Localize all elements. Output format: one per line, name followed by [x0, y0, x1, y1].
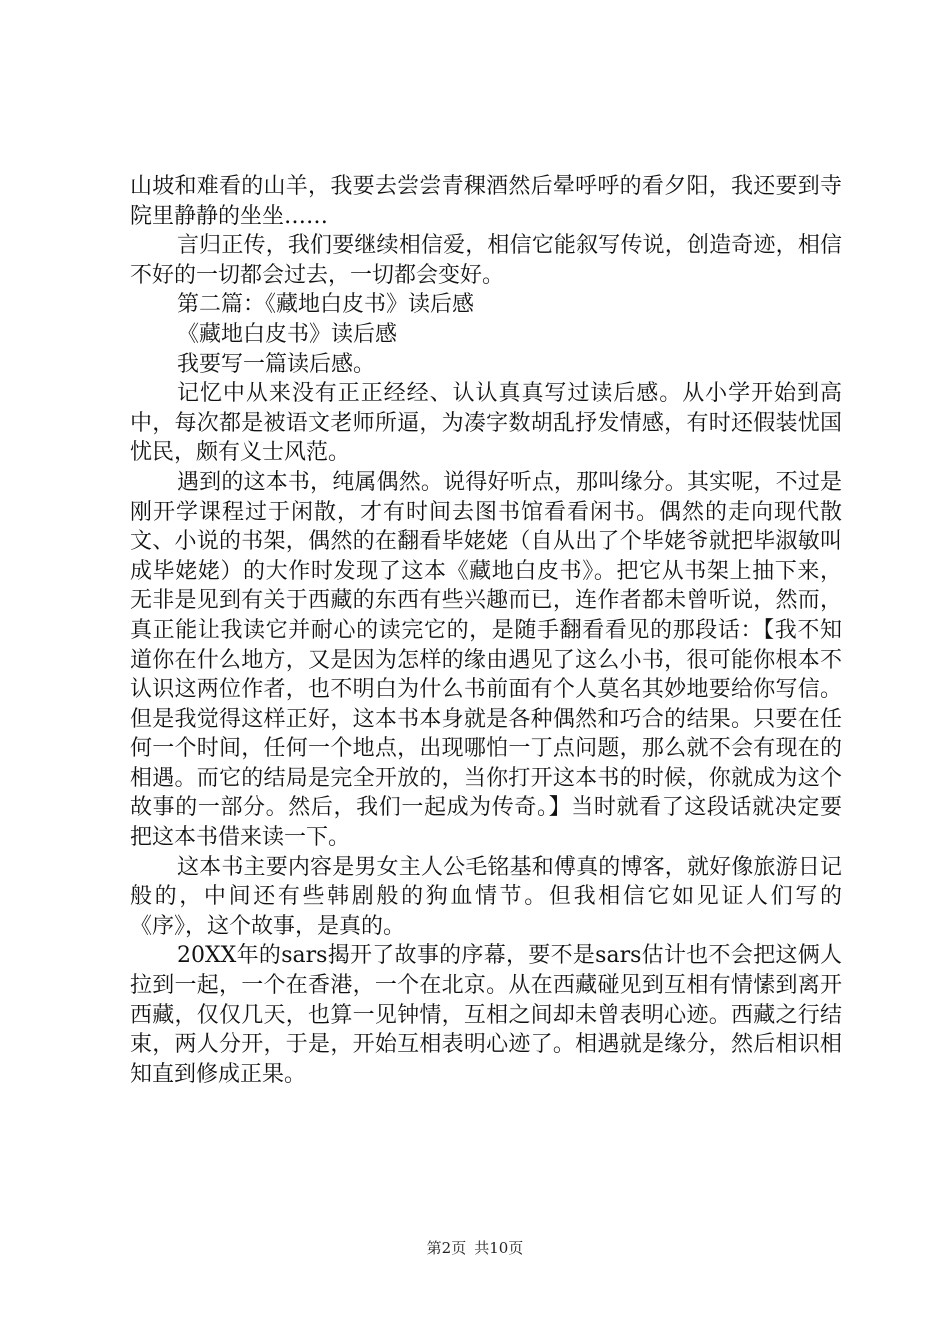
page-footer: [0, 1238, 950, 1258]
paragraph-1: 山坡和难看的山羊，我要去尝尝青稞酒然后晕呼呼的看夕阳，我还要到寺院里静静的坐坐……: [130, 174, 842, 229]
paragraph-8: 这本书主要内容是男女主人公毛铭基和傅真的博客，就好像旅游日记般的，中间还有些韩剧般的狗血情节。但我相信它如见证人们写的《序》，这个故事，是真的。: [130, 854, 842, 939]
document-body: [130, 172, 842, 1089]
paragraph-6: 记忆中从来没有正正经经、认认真真写过读后感。从小学开始到高中，每次都是被语文老师所逼，为凑字数胡乱抒发情感，有时还假装忧国忧民，颇有义士风范。: [130, 381, 842, 466]
paragraph-5: 我要写一篇读后感。: [177, 351, 376, 377]
page-total: 共10页: [474, 1239, 524, 1257]
paragraph-7: 遇到的这本书，纯属偶然。说得好听点，那叫缘分。其实呢，不过是刚开学课程过于闲散，才有时间去图书馆看看闲书。偶然的走向现代散文、小说的书架，偶然的在翻看毕姥姥（自从出了个毕姥爷就把毕淑敏叫成毕姥姥）的大作时发现了这本《藏地白皮书》。把它从书架上抽下来，无非是见到有关于西藏的东西有些兴趣而已，连作者都未曾听说，然而，真正能让我读它并耐心的读完它的，是随手翻看看见的那段话：【我不知道你在什么地方，又是因为怎样的缘由遇见了这么小书，很可能你根本不认识这两位作者，也不明白为什么书前面有个人莫名其妙地要给你写信。但是我觉得这样正好，这本书本身就是各种偶然和巧合的结果。只要在任何一个时间，任何一个地点，出现哪怕一丁点问题，那么就不会有现在的相遇。而它的结局是完全开放的，当你打开这本书的时候，你就成为这个故事的一部分。然后，我们一起成为传奇。】当时就看了这段话就决定要把这本书借来读一下。: [130, 469, 842, 851]
page-number: 第2页: [426, 1239, 467, 1257]
section-heading: 第二篇：《藏地白皮书》读后感: [177, 292, 475, 318]
paragraph-2: 言归正传，我们要继续相信爱，相信它能叙写传说，创造奇迹，相信不好的一切都会过去，一切都会变好。: [130, 233, 842, 288]
paragraph-9: 20XX年的sars揭开了故事的序幕，要不是sars估计也不会把这俩人拉到一起，一个在香港，一个在北京。从在西藏碰见到互相有情愫到离开西藏，仅仅几天，也算一见钟情，互相之间却未曾表明心迹。西藏之行结束，两人分开，于是，开始互相表明心迹了。相遇就是缘分，然后相识相知直到修成正果。: [130, 943, 842, 1087]
section-title: 《藏地白皮书》读后感: [177, 321, 398, 347]
